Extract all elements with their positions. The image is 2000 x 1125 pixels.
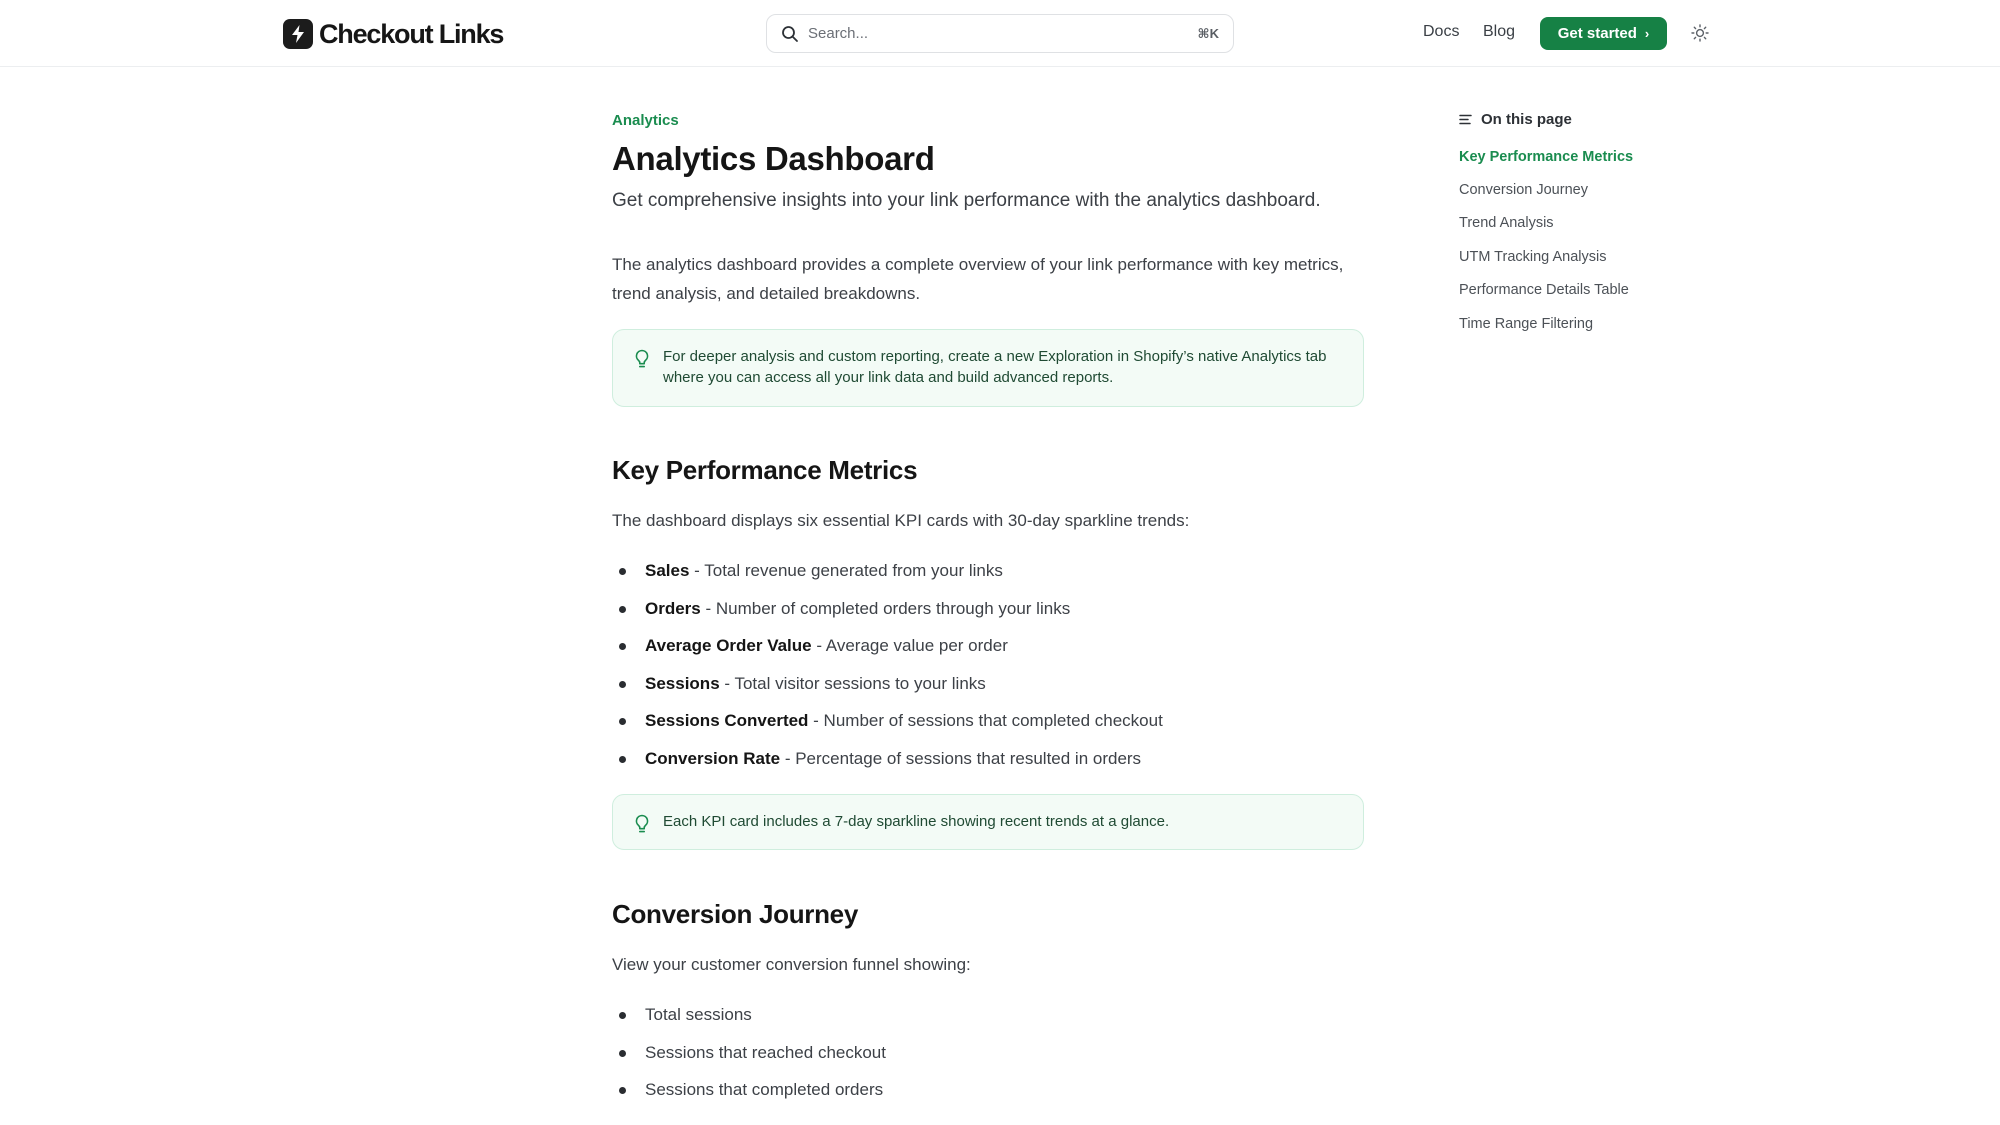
search-icon xyxy=(781,25,799,43)
journey-list xyxy=(612,1004,1364,1117)
kpi-list xyxy=(612,560,1364,785)
kpi-desc: - Total visitor sessions to your links xyxy=(719,673,986,693)
bullet-icon xyxy=(619,643,626,650)
section-eyebrow: Analytics xyxy=(612,112,679,129)
kpi-desc: - Total revenue generated from your links xyxy=(689,561,1003,580)
page-title: Analytics Dashboard xyxy=(612,140,935,177)
list-item xyxy=(612,673,1364,711)
toc-heading xyxy=(1459,111,1572,128)
kpi-tip-callout xyxy=(612,794,1364,850)
kpi-heading: Key Performance Metrics xyxy=(612,455,918,485)
list-item xyxy=(612,1004,1364,1042)
kpi-term: Sessions Converted xyxy=(645,711,809,730)
page-subtitle: Get comprehensive insights into your link performance with the analytics dashboard. xyxy=(612,190,1321,211)
toc-item-trend-analysis[interactable]: Trend Analysis xyxy=(1459,215,1554,231)
bullet-icon xyxy=(619,681,626,688)
list-item xyxy=(612,710,1364,748)
nav-blog-link[interactable]: Blog xyxy=(1483,23,1516,40)
list-icon xyxy=(1459,114,1472,125)
list-item xyxy=(612,748,1364,786)
lightning-bolt-icon xyxy=(283,19,313,49)
list-item xyxy=(612,598,1364,636)
get-started-button[interactable] xyxy=(1540,17,1667,50)
kpi-term: Sessions xyxy=(645,673,720,693)
kpi-term: Conversion Rate xyxy=(645,748,781,768)
lightbulb-icon xyxy=(633,813,651,835)
sun-icon xyxy=(1691,24,1709,42)
kpi-desc: - Number of sessions that completed checkout xyxy=(808,711,1163,730)
toc-item-time-range-filtering[interactable]: Time Range Filtering xyxy=(1459,316,1594,332)
kpi-term: Sales xyxy=(645,561,690,580)
journey-step: Total sessions xyxy=(645,1005,752,1024)
tip-text: Each KPI card includes a 7-day sparkline showing recent trends at a glance. xyxy=(663,813,1170,830)
toc-item-utm-tracking-analysis[interactable]: UTM Tracking Analysis xyxy=(1459,249,1607,265)
kpi-lead: The dashboard displays six essential KPI cards with 30-day sparkline trends: xyxy=(612,511,1190,530)
search-placeholder: Search... xyxy=(808,25,869,42)
journey-heading: Conversion Journey xyxy=(612,899,858,929)
toc-item-key-performance-metrics[interactable]: Key Performance Metrics xyxy=(1459,149,1634,165)
kpi-desc: - Percentage of sessions that resulted in orders xyxy=(780,748,1142,768)
bullet-icon xyxy=(619,1012,626,1019)
intro-paragraph: The analytics dashboard provides a complete overview of your link performance with key metrics, trend analysis, and detailed breakdowns. xyxy=(612,255,1344,303)
tip-callout xyxy=(612,329,1364,407)
theme-toggle-button[interactable] xyxy=(1689,22,1711,44)
kpi-desc: - Average value per order xyxy=(811,636,1008,655)
kpi-term: Average Order Value xyxy=(645,636,812,655)
kpi-desc: - Number of completed orders through your links xyxy=(700,598,1071,618)
bullet-icon xyxy=(619,718,626,725)
bullet-icon xyxy=(619,606,626,613)
brand-logo[interactable] xyxy=(283,18,503,50)
bullet-icon xyxy=(619,756,626,763)
list-item xyxy=(612,1042,1364,1080)
brand-name: Checkout Links xyxy=(319,18,504,49)
top-navbar xyxy=(0,0,2000,67)
journey-lead: View your customer conversion funnel showing: xyxy=(612,955,971,974)
search-input[interactable] xyxy=(766,14,1234,53)
journey-step: Sessions that reached checkout xyxy=(645,1042,886,1062)
chevron-right-icon: › xyxy=(1644,26,1650,41)
tip-text: For deeper analysis and custom reporting, create a new Exploration in Shopify’s native Analytics tab where you can access all your link data and build advanced reports. xyxy=(663,348,1327,386)
bullet-icon xyxy=(619,568,626,575)
list-item xyxy=(612,1079,1364,1117)
get-started-label: Get started xyxy=(1557,25,1637,42)
toc-heading-label: On this page xyxy=(1481,111,1572,128)
toc-item-conversion-journey[interactable]: Conversion Journey xyxy=(1459,182,1588,198)
search-shortcut: ⌘K xyxy=(1197,25,1219,41)
bullet-icon xyxy=(619,1050,626,1057)
nav-docs-link[interactable]: Docs xyxy=(1423,23,1460,40)
list-item xyxy=(612,560,1364,598)
kpi-term: Orders xyxy=(645,598,701,618)
bullet-icon xyxy=(619,1087,626,1094)
lightbulb-icon xyxy=(633,348,651,370)
journey-step: Sessions that completed orders xyxy=(645,1080,884,1099)
toc-item-performance-details-table[interactable]: Performance Details Table xyxy=(1459,282,1629,298)
list-item xyxy=(612,635,1364,673)
